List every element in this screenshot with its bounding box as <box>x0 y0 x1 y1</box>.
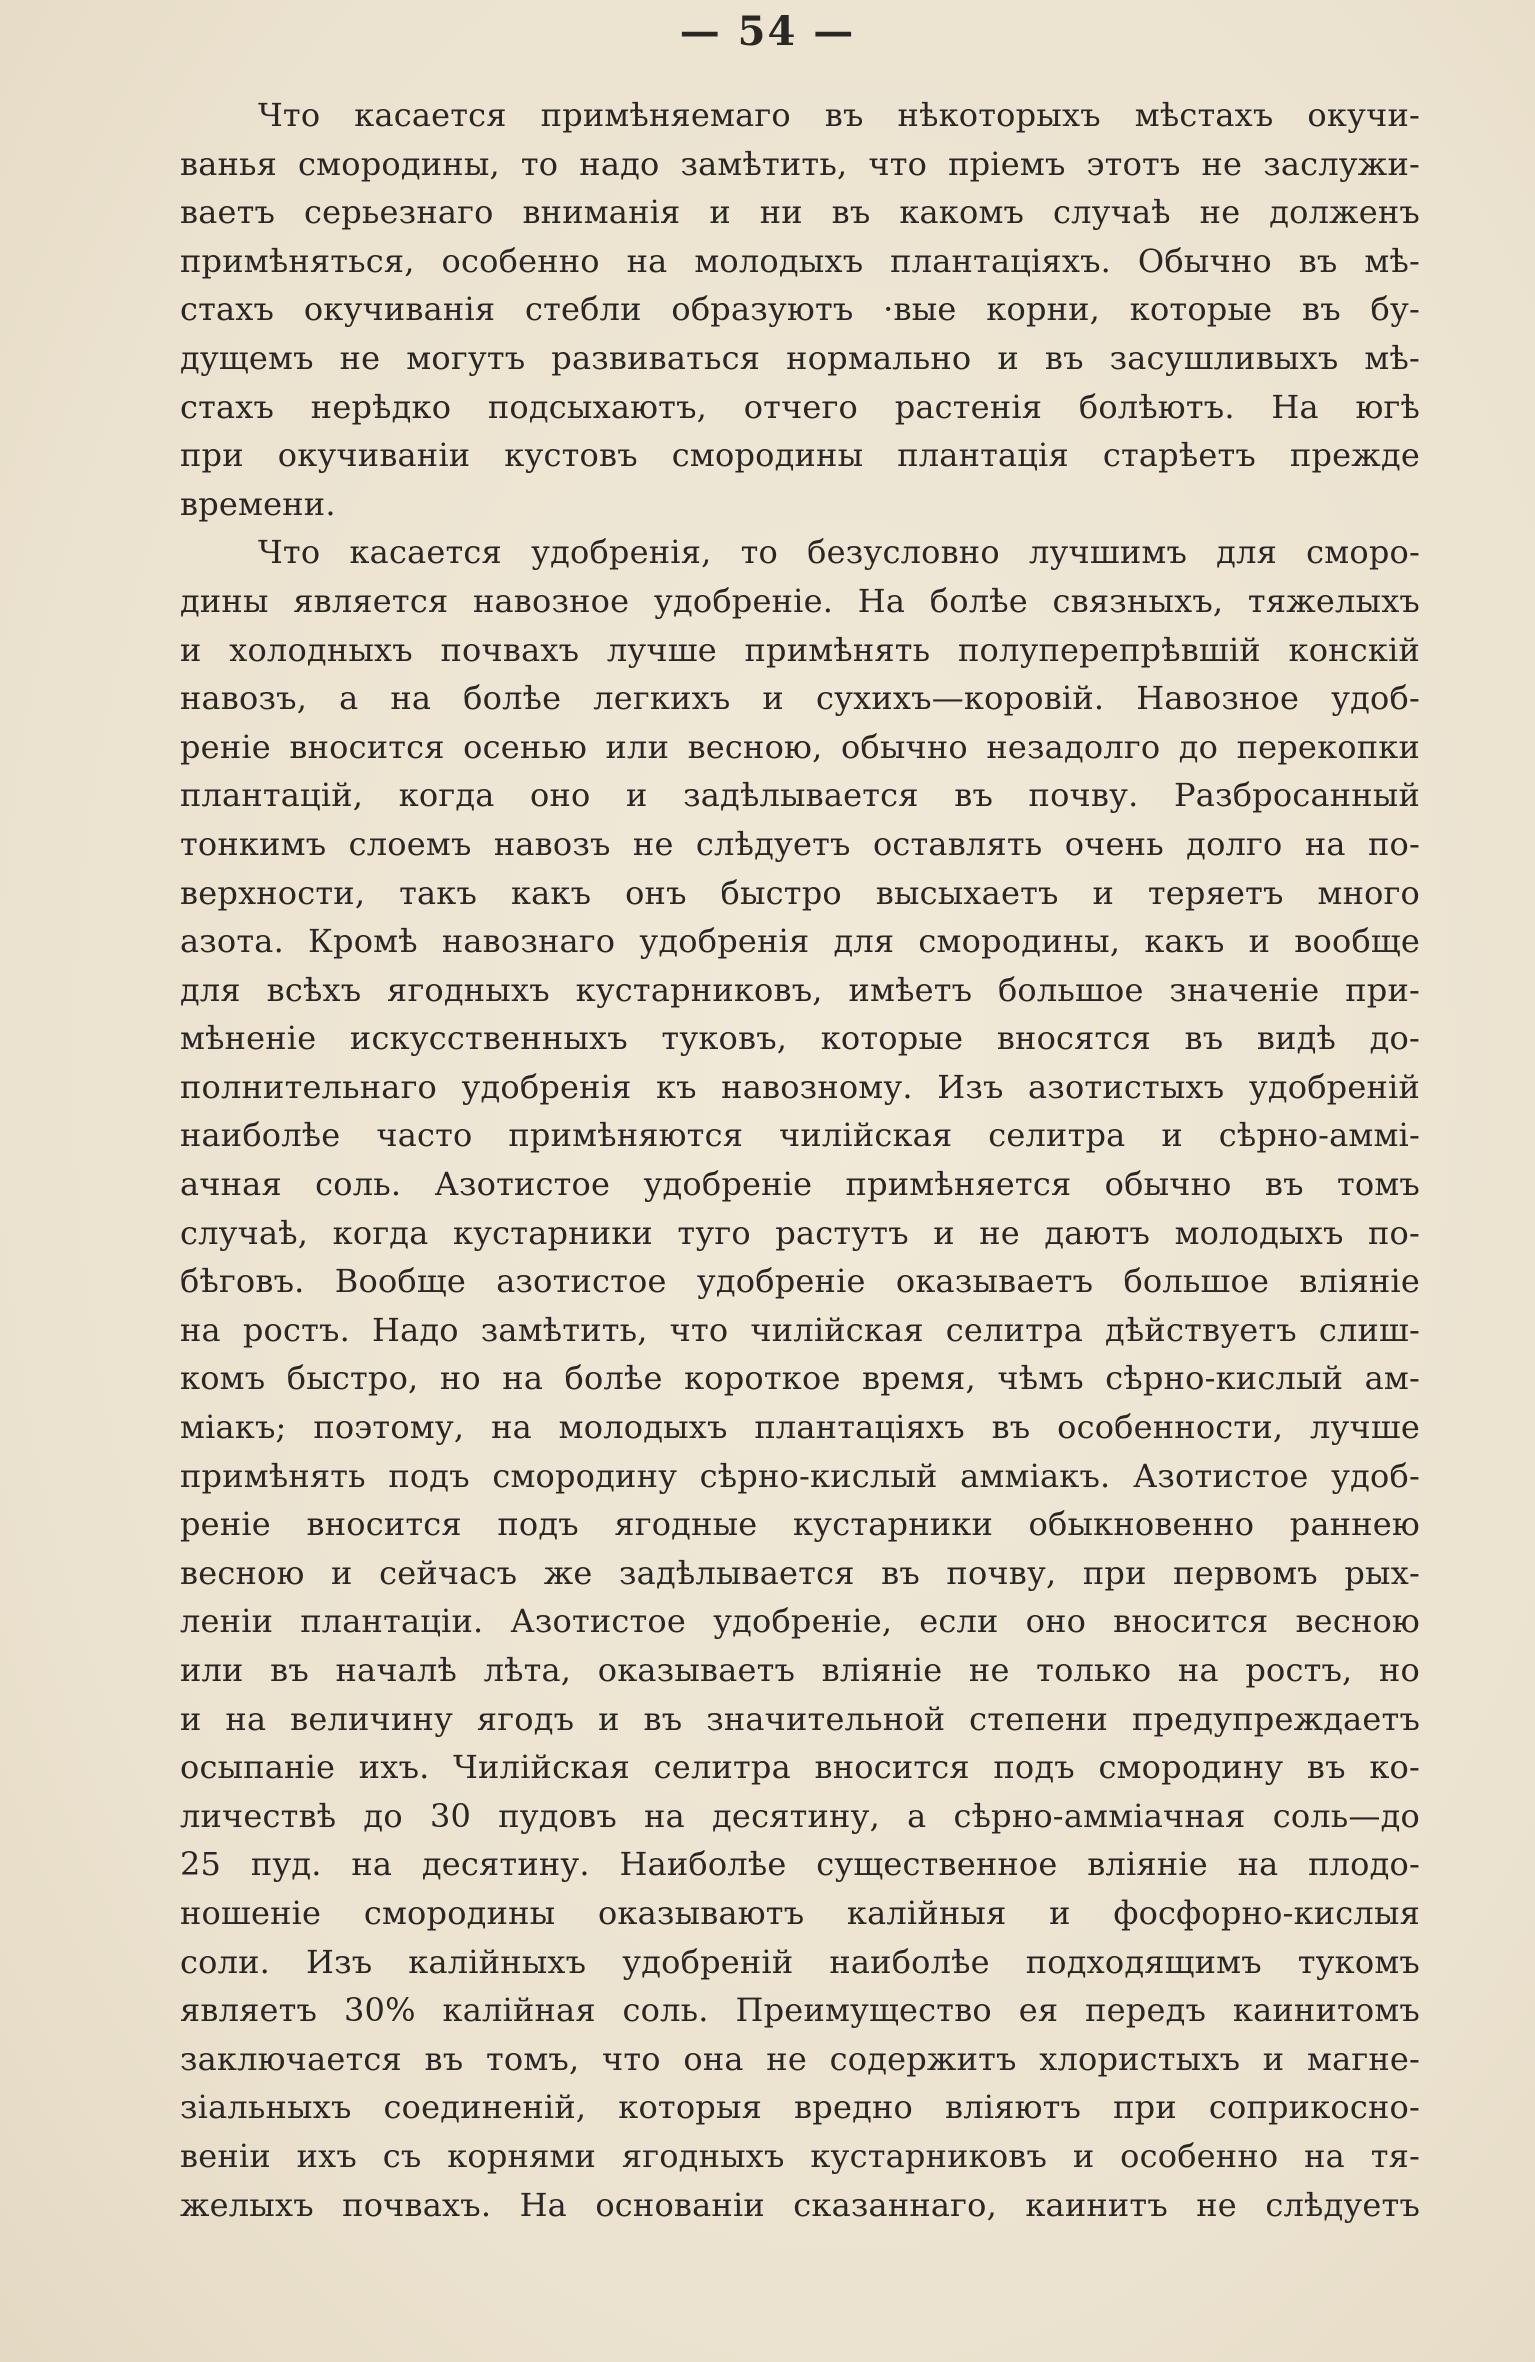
text-line: Что касается удобренія, то безусловно лучшимъ для сморо- <box>258 533 1420 572</box>
text-line: личествѣ до 30 пудовъ на десятину, а сѣрно-амміачная соль—до <box>180 1796 1420 1835</box>
text-line: ачная соль. Азотистое удобреніе примѣняется обычно въ томъ <box>180 1165 1420 1204</box>
text-line: 25 пуд. на десятину. Наиболѣе существенное вліяніе на плодо- <box>180 1845 1420 1884</box>
text-line: плантацій, когда оно и задѣлывается въ почву. Разбросанный <box>180 776 1420 815</box>
text-line: осыпаніе ихъ. Чилійская селитра вносится подъ смородину въ ко- <box>180 1748 1420 1787</box>
text-line: или въ началѣ лѣта, оказываетъ вліяніе не только на ростъ, но <box>180 1651 1420 1689</box>
text-line: Что касается примѣняемаго въ нѣкоторыхъ мѣстахъ окучи- <box>258 96 1420 134</box>
text-line: примѣняться, особенно на молодыхъ плантаціяхъ. Обычно въ мѣ- <box>180 241 1420 280</box>
text-line: зіальныхъ соединеній, которыя вредно вліяютъ при соприкосно- <box>180 2088 1420 2127</box>
text-line: бѣговъ. Вообще азотистое удобреніе оказываетъ большое вліяніе <box>180 1262 1420 1301</box>
text-line: желыхъ почвахъ. На основаніи сказаннаго, каинитъ не слѣдуетъ <box>180 2185 1420 2224</box>
text-line: навозъ, а на болѣе легкихъ и сухихъ—коровій. Навозное удоб- <box>180 679 1420 718</box>
text-line: и на величину ягодъ и въ значительной степени предупреждаетъ <box>180 1699 1420 1738</box>
text-line: веніи ихъ съ корнями ягодныхъ кустарниковъ и особенно на тя- <box>180 2136 1420 2175</box>
text-line: ваетъ серьезнаго вниманія и ни въ какомъ случаѣ не долженъ <box>180 193 1420 232</box>
text-line: стахъ нерѣдко подсыхаютъ, отчего растенія болѣютъ. На югѣ <box>180 387 1420 426</box>
text-line: для всѣхъ ягодныхъ кустарниковъ, имѣетъ большое значеніе при- <box>180 970 1420 1009</box>
text-line: примѣнять подъ смородину сѣрно-кислый аммiакъ. Азотистое удоб- <box>180 1456 1420 1495</box>
text-line: заключается въ томъ, что она не содержитъ хлористыхъ и магне- <box>180 2039 1420 2078</box>
text-line: міакъ; поэтому, на молодыхъ плантаціяхъ въ особенности, лучше <box>180 1408 1420 1447</box>
text-line: полнительнаго удобренія къ навозному. Изъ азотистыхъ удобреній <box>180 1067 1420 1106</box>
text-line: леніи плантаціи. Азотистое удобреніе, если оно вносится весною <box>180 1602 1420 1641</box>
text-line: реніе вносится осенью или весною, обычно незадолго до перекопки <box>180 727 1420 766</box>
text-line: на ростъ. Надо замѣтить, что чилійская селитра дѣйствуетъ слиш- <box>180 1310 1420 1349</box>
text-line: верхности, такъ какъ онъ быстро высыхаетъ и теряетъ много <box>180 873 1420 912</box>
text-line: мѣненіе искусственныхъ туковъ, которые вносятся въ видѣ до- <box>180 1019 1420 1058</box>
text-line: дины является навозное удобреніе. На болѣе связныхъ, тяжелыхъ <box>180 581 1420 620</box>
text-line: тонкимъ слоемъ навозъ не слѣдуетъ оставлять очень долго на по- <box>180 824 1420 863</box>
text-line: дущемъ не могутъ развиваться нормально и въ засушливыхъ мѣ- <box>180 338 1420 377</box>
text-line: реніе вносится подъ ягодные кустарники обыкновенно раннею <box>180 1505 1420 1544</box>
page-number: — 54 — <box>679 8 856 55</box>
text-line: наиболѣе часто примѣняются чилійская селитра и сѣрно-аммі- <box>180 1116 1420 1155</box>
text-line: ванья смородины, то надо замѣтить, что пріемъ этотъ не заслужи- <box>180 144 1420 183</box>
text-line: времени. <box>180 484 336 523</box>
page-text <box>180 91 1420 2229</box>
text-line: случаѣ, когда кустарники туго растутъ и не даютъ молодыхъ по- <box>180 1213 1420 1252</box>
text-line: соли. Изъ калійныхъ удобреній наиболѣе подходящимъ тукомъ <box>180 1942 1420 1981</box>
text-line: и холодныхъ почвахъ лучше примѣнять полуперепрѣвшій конскій <box>180 630 1420 669</box>
text-line: при окучиваніи кустовъ смородины плантація старѣетъ прежде <box>180 436 1420 475</box>
text-line: весною и сейчасъ же задѣлывается въ почву, при первомъ рых- <box>180 1553 1420 1592</box>
text-line: комъ быстро, но на болѣе короткое время, чѣмъ сѣрно-кислый ам- <box>180 1359 1420 1398</box>
text-line: стахъ окучиванія стебли образуютъ ·вые корни, которые въ бу- <box>180 290 1420 329</box>
text-line: азота. Кромѣ навознаго удобренія для смородины, какъ и вообще <box>180 922 1420 961</box>
text-line: являетъ 30% калійная соль. Преимущество ея передъ каинитомъ <box>180 1991 1420 2030</box>
text-line: ношеніе смородины оказываютъ калійныя и фосфорно-кислыя <box>180 1893 1420 1932</box>
